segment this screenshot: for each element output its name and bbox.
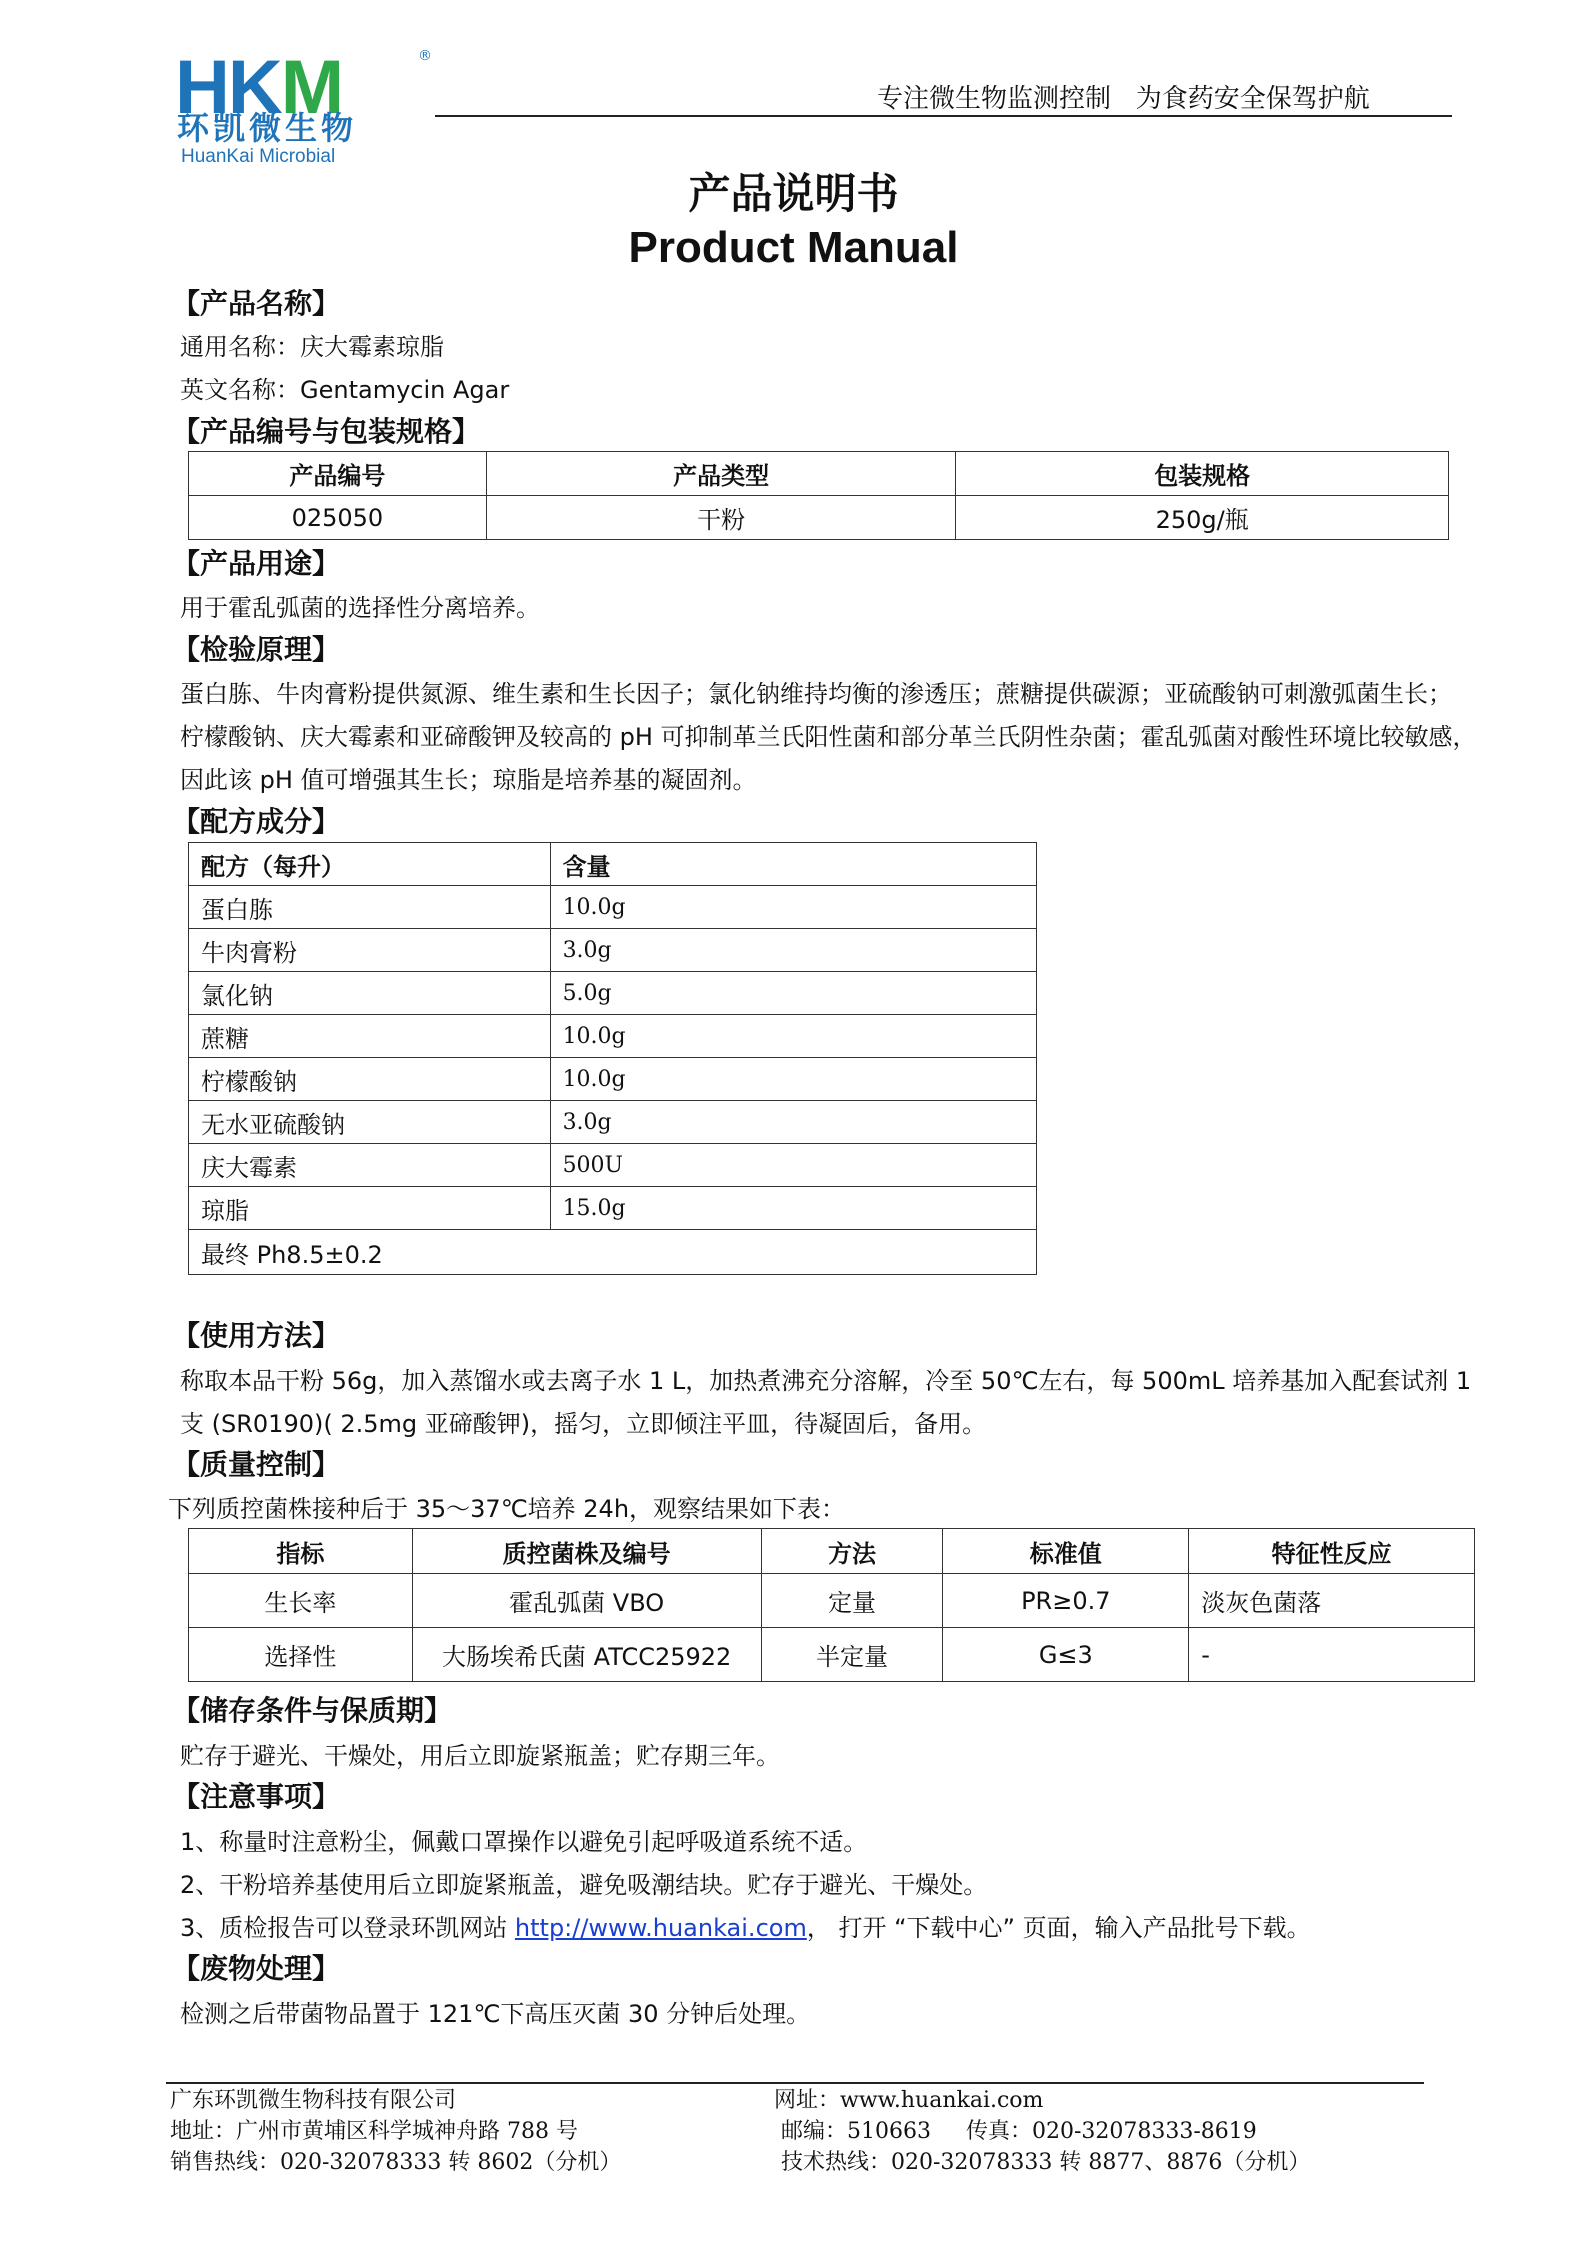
spec-table bbox=[188, 451, 1449, 540]
website-link[interactable]: http://www.huankai.com bbox=[514, 1914, 807, 1942]
note-item: 1、称量时注意粉尘，佩戴口罩操作以避免引起呼吸道系统不适。 bbox=[180, 1828, 868, 1856]
principle-line: 因此该 pH 值可增强其生长；琼脂是培养基的凝固剂。 bbox=[180, 766, 757, 794]
section-heading-product-name: 【产品名称】 bbox=[172, 287, 341, 320]
table-header-row bbox=[189, 843, 1037, 886]
qc-table bbox=[188, 1528, 1475, 1682]
header-cell: 质控菌株及编号 bbox=[412, 1529, 761, 1574]
table-cell: 淡灰色菌落 bbox=[1189, 1574, 1475, 1628]
note-item-text: ， 打开 “下载中心” 页面，输入产品批号下载。 bbox=[806, 1914, 1311, 1942]
table-cell: G≤3 bbox=[943, 1628, 1189, 1682]
storage-text: 贮存于避光、干燥处，用后立即旋紧瓶盖；贮存期三年。 bbox=[180, 1742, 780, 1770]
usage-text: 用于霍乱弧菌的选择性分离培养。 bbox=[180, 594, 540, 622]
table-row bbox=[189, 496, 1449, 540]
table-row bbox=[189, 1058, 1037, 1101]
ingredient-cell: 琼脂 bbox=[189, 1187, 551, 1230]
method-line: 称取本品干粉 56g，加入蒸馏水或去离子水 1 L，加热煮沸充分溶解，冷至 50℃左右，每 500mL 培养基加入配套试剂 1 bbox=[180, 1367, 1472, 1395]
table-cell: 定量 bbox=[761, 1574, 943, 1628]
table-cell: 霍乱弧菌 VBO bbox=[412, 1574, 761, 1628]
section-heading-storage: 【储存条件与保质期】 bbox=[172, 1694, 453, 1727]
ingredient-cell: 牛肉膏粉 bbox=[189, 929, 551, 972]
header-cell: 产品类型 bbox=[486, 452, 956, 496]
table-row bbox=[189, 929, 1037, 972]
table-cell: 大肠埃希氏菌 ATCC25922 bbox=[412, 1628, 761, 1682]
footer-sales-hotline: 销售热线：020-32078333 转 8602（分机） bbox=[170, 2150, 622, 2175]
registered-mark: ® bbox=[418, 48, 432, 64]
section-heading-spec: 【产品编号与包装规格】 bbox=[172, 415, 481, 448]
note-item: 2、干粉培养基使用后立即旋紧瓶盖，避免吸潮结块。贮存于避光、干燥处。 bbox=[180, 1871, 988, 1899]
header-slogan: 专注微生物监测控制 为食药安全保驾护航 bbox=[877, 84, 1370, 114]
table-cell: PR≥0.7 bbox=[943, 1574, 1189, 1628]
table-cell: 半定量 bbox=[761, 1628, 943, 1682]
ingredient-cell: 柠檬酸钠 bbox=[189, 1058, 551, 1101]
amount-cell: 10.0g bbox=[550, 1015, 1036, 1058]
amount-cell: 3.0g bbox=[550, 1101, 1036, 1144]
footer-tech-hotline: 技术热线：020-32078333 转 8877、8876（分机） bbox=[781, 2150, 1311, 2175]
header-cell: 标准值 bbox=[943, 1529, 1189, 1574]
section-heading-usage: 【产品用途】 bbox=[172, 547, 341, 580]
amount-cell: 500U bbox=[550, 1144, 1036, 1187]
table-cell: 干粉 bbox=[486, 496, 956, 540]
table-cell: 025050 bbox=[189, 496, 487, 540]
ingredient-cell: 蛋白胨 bbox=[189, 886, 551, 929]
header-divider bbox=[435, 115, 1452, 117]
section-heading-principle: 【检验原理】 bbox=[172, 633, 341, 666]
final-ph-cell: 最终 Ph8.5±0.2 bbox=[189, 1230, 1037, 1275]
amount-cell: 10.0g bbox=[550, 886, 1036, 929]
method-line: 支 (SR0190)( 2.5mg 亚碲酸钾)，摇匀，立即倾注平皿，待凝固后，备用。 bbox=[180, 1410, 987, 1438]
amount-cell: 10.0g bbox=[550, 1058, 1036, 1101]
footer-website: 网址：www.huankai.com bbox=[774, 2088, 1044, 2113]
formula-table bbox=[188, 842, 1037, 1275]
note-item bbox=[180, 1916, 1311, 1940]
amount-cell: 15.0g bbox=[550, 1187, 1036, 1230]
qc-intro: 下列质控菌株接种后于 35～37℃培养 24h，观察结果如下表： bbox=[168, 1495, 846, 1523]
header-cell: 含量 bbox=[550, 843, 1036, 886]
header-cell: 指标 bbox=[189, 1529, 413, 1574]
logo-letters: HKM bbox=[175, 45, 343, 130]
section-heading-formula: 【配方成分】 bbox=[172, 805, 341, 838]
logo-chinese-name: 环凯微生物 bbox=[177, 109, 358, 147]
ingredient-cell: 蔗糖 bbox=[189, 1015, 551, 1058]
principle-line: 柠檬酸钠、庆大霉素和亚碲酸钾及较高的 pH 可抑制革兰氏阳性菌和部分革兰氏阴性杂菌；霍乱弧菌对酸性环境比较敏感， bbox=[180, 723, 1477, 751]
table-row bbox=[189, 972, 1037, 1015]
english-name: 英文名称：Gentamycin Agar bbox=[180, 376, 510, 404]
table-cell: 250g/瓶 bbox=[956, 496, 1449, 540]
table-row bbox=[189, 1015, 1037, 1058]
title-english: Product Manual bbox=[628, 223, 959, 272]
disposal-text: 检测之后带菌物品置于 121℃下高压灭菌 30 分钟后处理。 bbox=[180, 2000, 811, 2028]
table-row bbox=[189, 1187, 1037, 1230]
table-row bbox=[189, 1628, 1475, 1682]
note-item-text: 3、质检报告可以登录环凯网站 bbox=[180, 1914, 515, 1942]
header-cell: 配方（每升） bbox=[189, 843, 551, 886]
section-heading-notes: 【注意事项】 bbox=[172, 1780, 341, 1813]
header-cell: 包装规格 bbox=[956, 452, 1449, 496]
table-row bbox=[189, 1574, 1475, 1628]
amount-cell: 5.0g bbox=[550, 972, 1036, 1015]
table-cell: 选择性 bbox=[189, 1628, 413, 1682]
title-chinese: 产品说明书 bbox=[688, 169, 899, 218]
logo-english-name: HuanKai Microbial bbox=[181, 146, 336, 167]
table-header-row bbox=[189, 1529, 1475, 1574]
principle-line: 蛋白胨、牛肉膏粉提供氮源、维生素和生长因子；氯化钠维持均衡的渗透压；蔗糖提供碳源；亚硫酸钠可刺激弧菌生长； bbox=[180, 680, 1452, 708]
header-cell: 方法 bbox=[761, 1529, 943, 1574]
table-cell: - bbox=[1189, 1628, 1475, 1682]
header-cell: 产品编号 bbox=[189, 452, 487, 496]
footer-address: 地址：广州市黄埔区科学城神舟路 788 号 bbox=[170, 2119, 578, 2144]
footer-postal-fax: 邮编：510663 传真：020-32078333-8619 bbox=[781, 2119, 1257, 2144]
table-row bbox=[189, 1101, 1037, 1144]
common-name: 通用名称：庆大霉素琼脂 bbox=[180, 333, 444, 361]
amount-cell: 3.0g bbox=[550, 929, 1036, 972]
ingredient-cell: 庆大霉素 bbox=[189, 1144, 551, 1187]
section-heading-disposal: 【废物处理】 bbox=[172, 1952, 341, 1985]
ingredient-cell: 氯化钠 bbox=[189, 972, 551, 1015]
section-heading-method: 【使用方法】 bbox=[172, 1319, 341, 1352]
table-row bbox=[189, 886, 1037, 929]
header-cell: 特征性反应 bbox=[1189, 1529, 1475, 1574]
ingredient-cell: 无水亚硫酸钠 bbox=[189, 1101, 551, 1144]
table-header-row bbox=[189, 452, 1449, 496]
table-cell: 生长率 bbox=[189, 1574, 413, 1628]
table-row bbox=[189, 1144, 1037, 1187]
footer-divider bbox=[166, 2082, 1424, 2084]
table-row bbox=[189, 1230, 1037, 1275]
section-heading-qc: 【质量控制】 bbox=[172, 1448, 341, 1481]
footer-company: 广东环凯微生物科技有限公司 bbox=[170, 2088, 457, 2113]
